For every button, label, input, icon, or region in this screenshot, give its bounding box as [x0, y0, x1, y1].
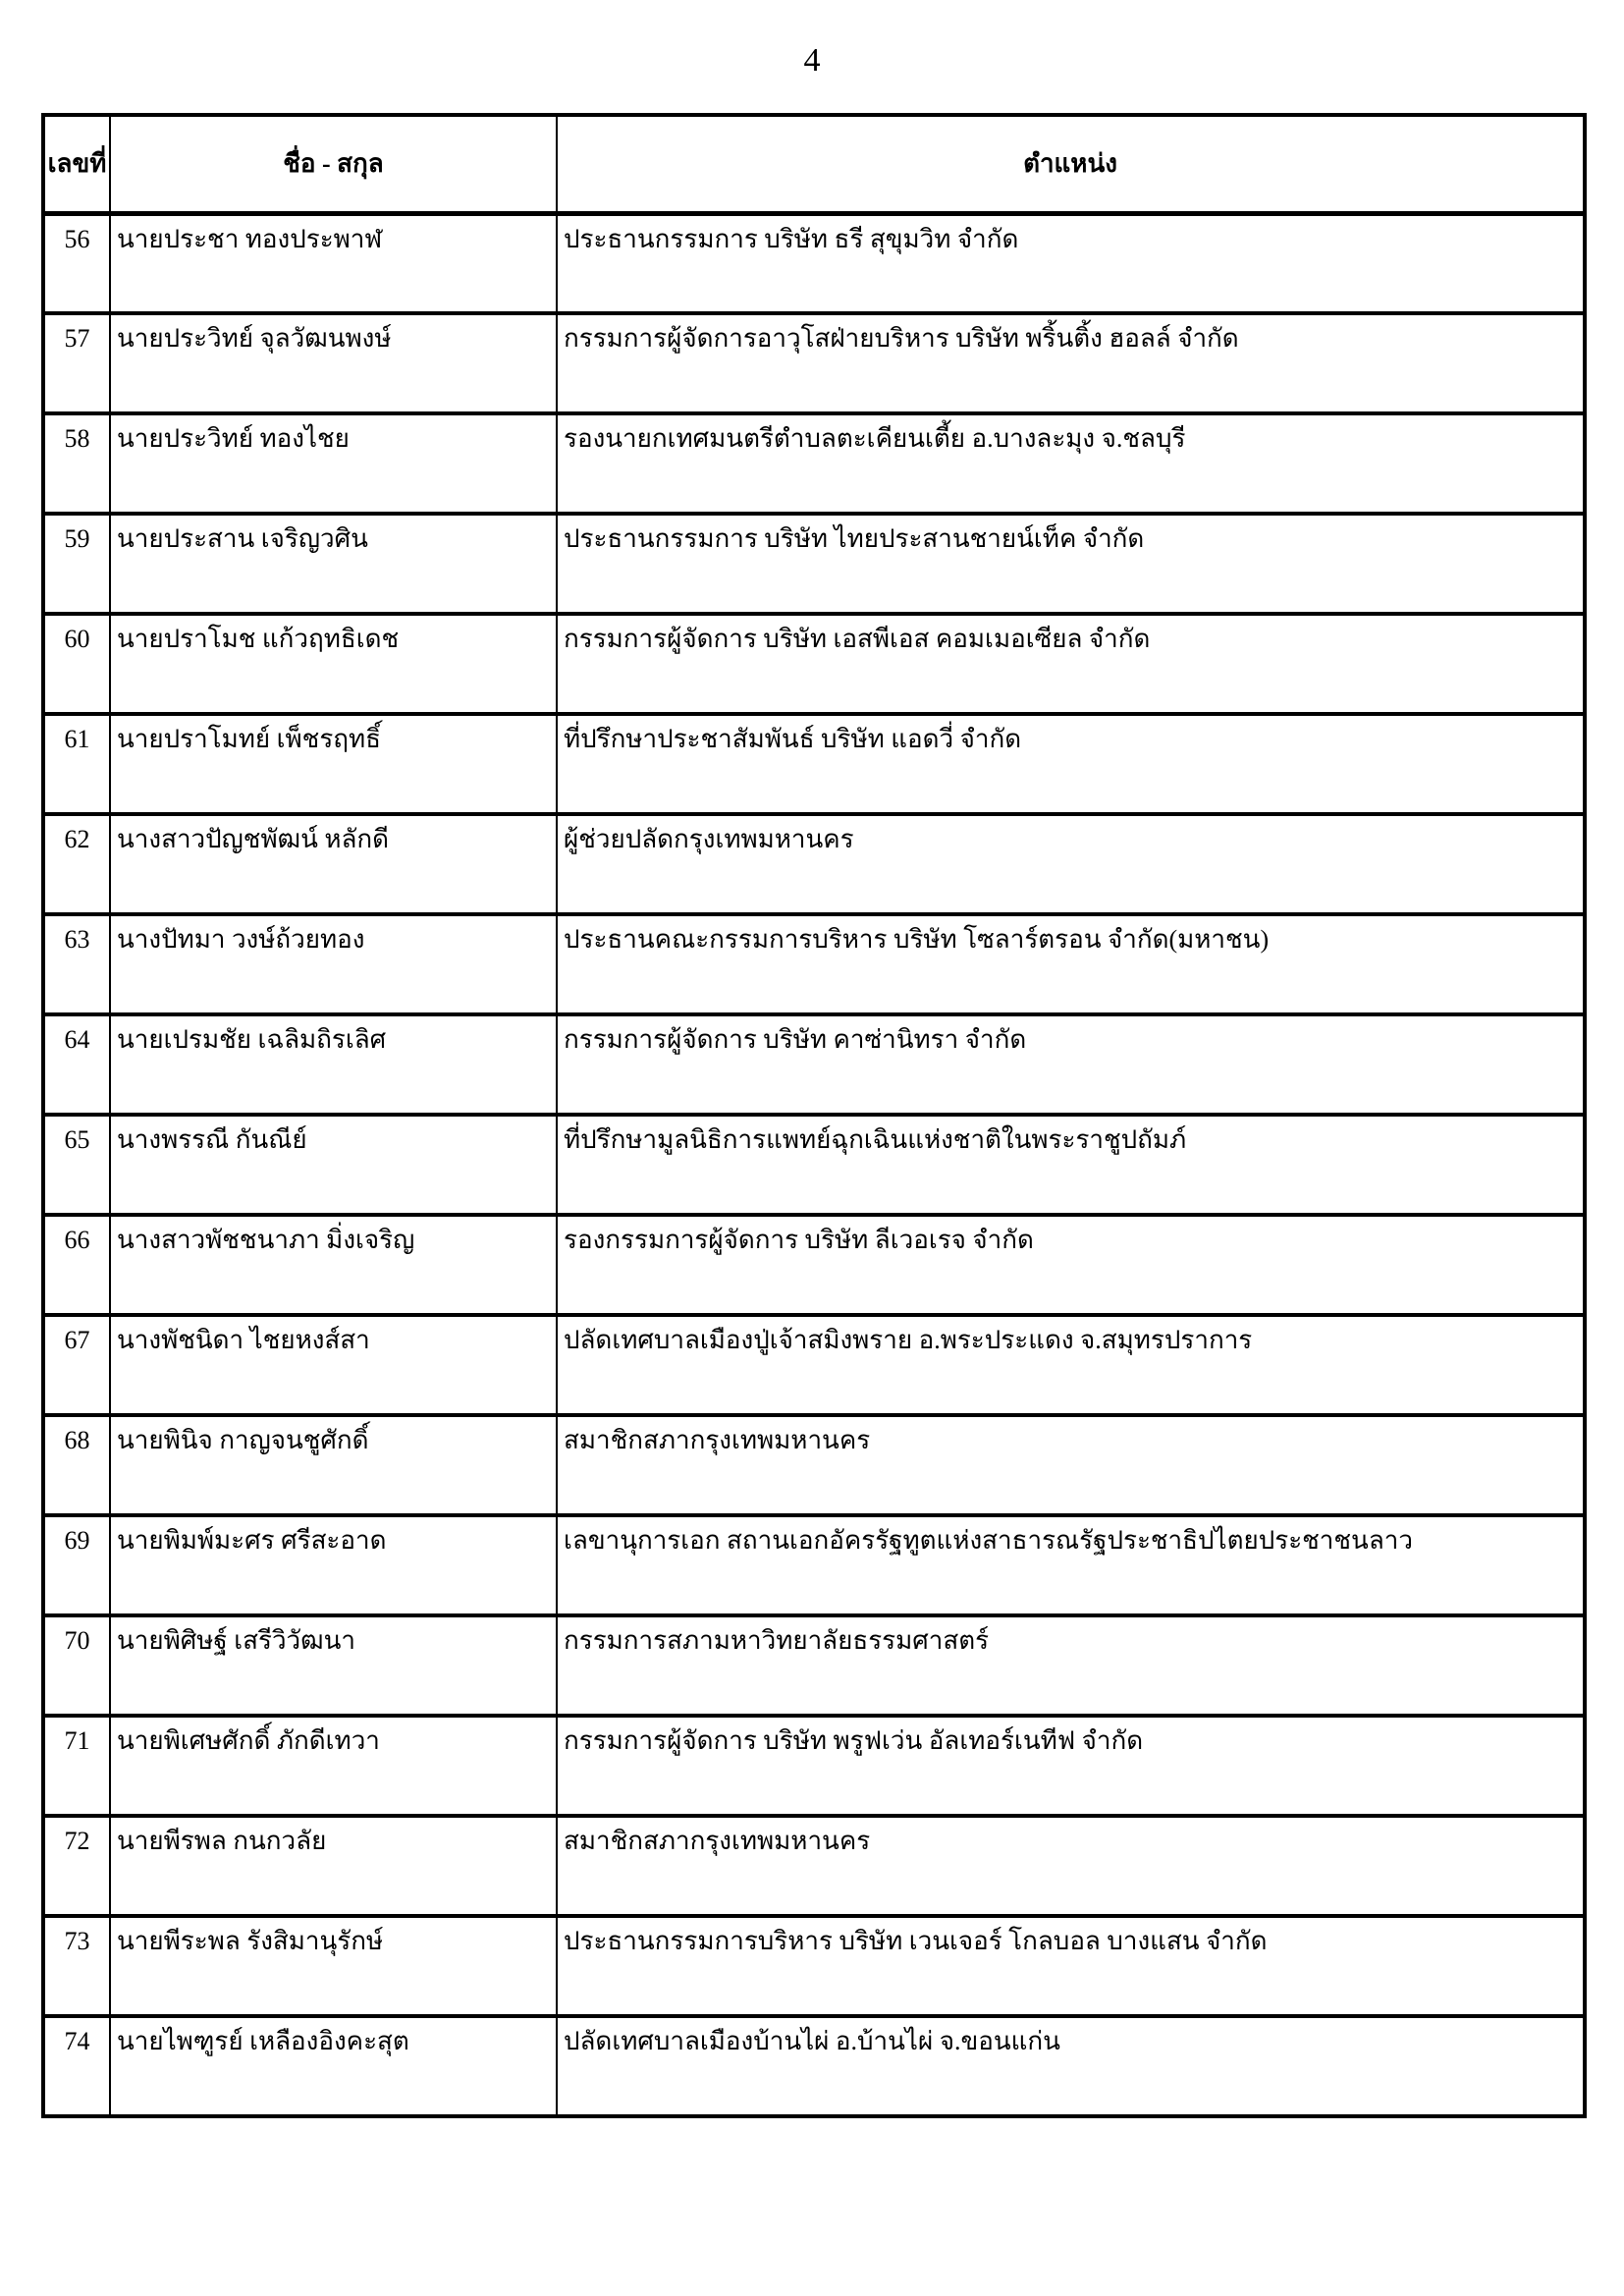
row-position: กรรมการผู้จัดการอาวุโสฝ่ายบริหาร บริษัท พริ้นติ้ง ฮอลล์ จำกัด [557, 313, 1585, 413]
row-name: นายพินิจ กาญจนชูศักดิ์ [110, 1415, 557, 1515]
table-row [43, 1816, 1585, 1916]
row-number: 67 [43, 1315, 110, 1415]
row-position: กรรมการผู้จัดการ บริษัท เอสพีเอส คอมเมอเซียล จำกัด [557, 614, 1585, 714]
row-number: 56 [43, 213, 110, 313]
table-row [43, 814, 1585, 914]
row-number: 61 [43, 714, 110, 814]
table-row [43, 413, 1585, 514]
row-name: นางสาวปัญชพัฒน์ หลักดี [110, 814, 557, 914]
row-position: ที่ปรึกษาประชาสัมพันธ์ บริษัท แอดวี่ จำกัด [557, 714, 1585, 814]
table-row [43, 514, 1585, 614]
table-row [43, 1515, 1585, 1615]
row-position: รองกรรมการผู้จัดการ บริษัท ลีเวอเรจ จำกัด [557, 1215, 1585, 1315]
table-row [43, 313, 1585, 413]
table-row [43, 1115, 1585, 1215]
row-number: 71 [43, 1716, 110, 1816]
row-position: ประธานกรรมการบริหาร บริษัท เวนเจอร์ โกลบอล บางแสน จำกัด [557, 1916, 1585, 2016]
row-position: กรรมการสภามหาวิทยาลัยธรรมศาสตร์ [557, 1615, 1585, 1716]
row-number: 70 [43, 1615, 110, 1716]
table-row [43, 1315, 1585, 1415]
row-position: สมาชิกสภากรุงเทพมหานคร [557, 1816, 1585, 1916]
row-number: 65 [43, 1115, 110, 1215]
row-number: 62 [43, 814, 110, 914]
row-name: นางปัทมา วงษ์ถ้วยทอง [110, 914, 557, 1014]
header-name: ชื่อ - สกุล [110, 115, 557, 213]
row-name: นายประวิทย์ ทองไชย [110, 413, 557, 514]
table-row [43, 614, 1585, 714]
row-position: เลขานุการเอก สถานเอกอัครรัฐทูตแห่งสาธารณรัฐประชาธิปไตยประชาชนลาว [557, 1515, 1585, 1615]
row-name: นายไพฑูรย์ เหลืองอิงคะสุต [110, 2016, 557, 2116]
row-name: นายประวิทย์ จุลวัฒนพงษ์ [110, 313, 557, 413]
row-name: นายประสาน เจริญวศิน [110, 514, 557, 614]
table-row [43, 1215, 1585, 1315]
table-body [43, 213, 1585, 2116]
row-position: ประธานกรรมการ บริษัท ธรี สุขุมวิท จำกัด [557, 213, 1585, 313]
row-position: ที่ปรึกษามูลนิธิการแพทย์ฉุกเฉินแห่งชาติในพระราชูปถัมภ์ [557, 1115, 1585, 1215]
row-position: ปลัดเทศบาลเมืองปู่เจ้าสมิงพราย อ.พระประแดง จ.สมุทรปราการ [557, 1315, 1585, 1415]
row-name: นายเปรมชัย เฉลิมถิรเลิศ [110, 1014, 557, 1115]
table-row [43, 2016, 1585, 2116]
row-position: ประธานกรรมการ บริษัท ไทยประสานชายน์เท็ค จำกัด [557, 514, 1585, 614]
row-name: นายปราโมช แก้วฤทธิเดช [110, 614, 557, 714]
page-number: 4 [803, 42, 821, 79]
row-position: กรรมการผู้จัดการ บริษัท คาซ่านิทรา จำกัด [557, 1014, 1585, 1115]
row-number: 69 [43, 1515, 110, 1615]
header-row [43, 115, 1585, 213]
row-name: นายปราโมทย์ เพ็ชรฤทธิ์ [110, 714, 557, 814]
row-number: 60 [43, 614, 110, 714]
roster-table [41, 113, 1587, 2118]
header-position: ตำแหน่ง [557, 115, 1585, 213]
row-position: ประธานคณะกรรมการบริหาร บริษัท โซลาร์ตรอน จำกัด(มหาชน) [557, 914, 1585, 1014]
row-name: นายพิมพ์มะศร ศรีสะอาด [110, 1515, 557, 1615]
row-name: นายพีระพล รังสิมานุรักษ์ [110, 1916, 557, 2016]
row-position: สมาชิกสภากรุงเทพมหานคร [557, 1415, 1585, 1515]
table-row [43, 1415, 1585, 1515]
row-number: 58 [43, 413, 110, 514]
table-row [43, 1615, 1585, 1716]
row-name: นายพิศิษฐ์ เสรีวิวัฒนา [110, 1615, 557, 1716]
table-row [43, 714, 1585, 814]
row-number: 73 [43, 1916, 110, 2016]
row-number: 64 [43, 1014, 110, 1115]
table-row [43, 1716, 1585, 1816]
row-name: นายพีรพล กนกวลัย [110, 1816, 557, 1916]
row-name: นางพรรณี กันณีย์ [110, 1115, 557, 1215]
row-name: นางสาวพัชชนาภา มิ่งเจริญ [110, 1215, 557, 1315]
row-position: ผู้ช่วยปลัดกรุงเทพมหานคร [557, 814, 1585, 914]
row-position: รองนายกเทศมนตรีตำบลตะเคียนเตี้ย อ.บางละมุง จ.ชลบุรี [557, 413, 1585, 514]
row-number: 57 [43, 313, 110, 413]
row-position: ปลัดเทศบาลเมืองบ้านไผ่ อ.บ้านไผ่ จ.ขอนแก่น [557, 2016, 1585, 2116]
row-name: นายประชา ทองประพาฬ [110, 213, 557, 313]
table-row [43, 213, 1585, 313]
row-number: 63 [43, 914, 110, 1014]
row-number: 72 [43, 1816, 110, 1916]
table-row [43, 914, 1585, 1014]
row-name: นางพัชนิดา ไชยหงส์สา [110, 1315, 557, 1415]
table-row [43, 1014, 1585, 1115]
row-number: 68 [43, 1415, 110, 1515]
row-number: 74 [43, 2016, 110, 2116]
row-number: 59 [43, 514, 110, 614]
row-name: นายพิเศษศักดิ์ ภักดีเทวา [110, 1716, 557, 1816]
header-no: เลขที่ [43, 115, 110, 213]
row-position: กรรมการผู้จัดการ บริษัท พรูฟเว่น อัลเทอร์เนทีฟ จำกัด [557, 1716, 1585, 1816]
table-row [43, 1916, 1585, 2016]
row-number: 66 [43, 1215, 110, 1315]
